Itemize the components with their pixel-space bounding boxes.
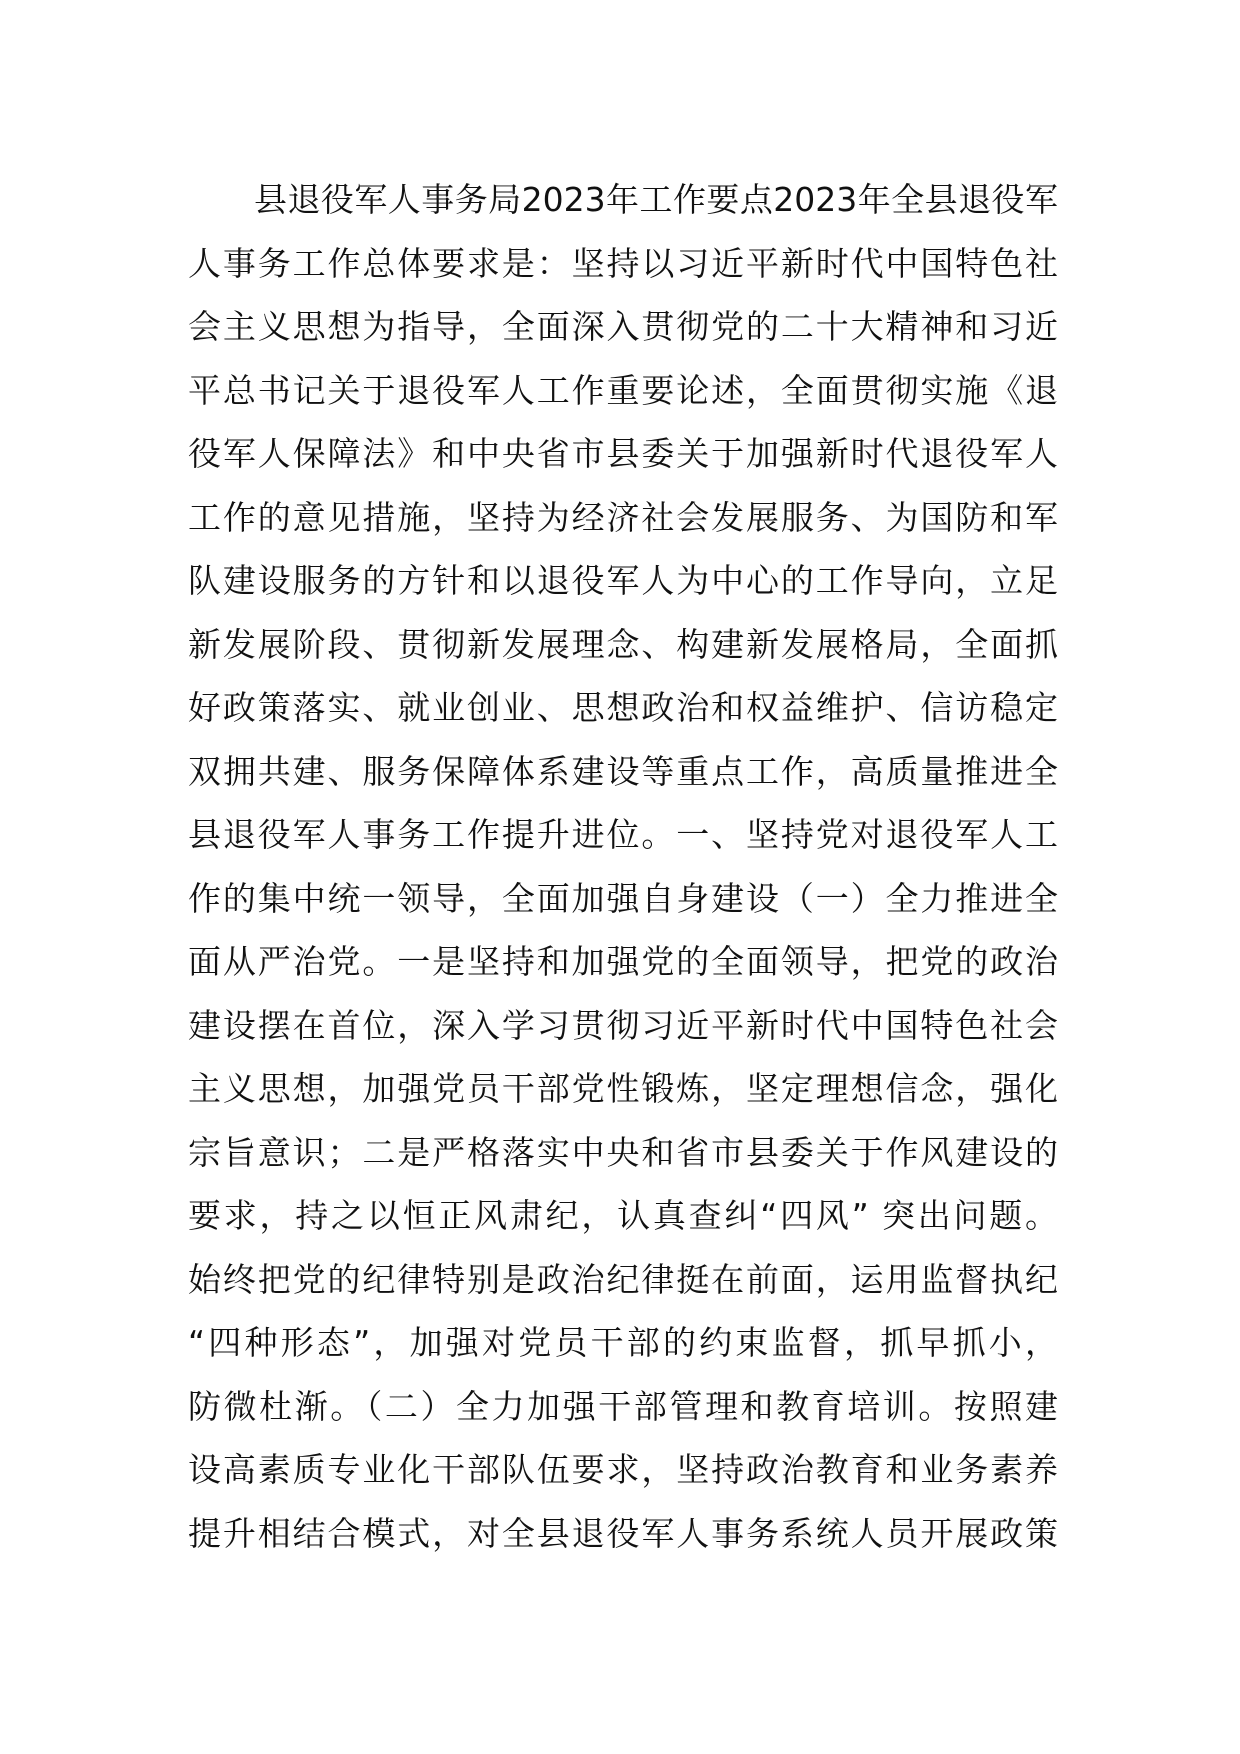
text-line: 好政策落实、就业创业、思想政治和权益维护、信访稳定 (188, 688, 1058, 727)
text-line: 要求，持之以恒正风肃纪，认真查纠“四风” 突出问题。 (188, 1196, 1058, 1235)
text-line: 平总书记关于退役军人工作重要论述，全面贯彻实施《退 (188, 370, 1058, 410)
text-line: 新发展阶段、贯彻新发展理念、构建新发展格局，全面抓 (188, 624, 1058, 664)
body-paragraph (188, 168, 1058, 1565)
text-line: 工作的意见措施，坚持为经济社会发展服务、为国防和军 (188, 497, 1058, 537)
text-line: 双拥共建、服务保障体系建设等重点工作，高质量推进全 (188, 751, 1058, 791)
text-line: 始终把党的纪律特别是政治纪律挺在前面，运用监督执纪 (188, 1259, 1058, 1299)
text-line: 防微杜渐。（二）全力加强干部管理和教育培训。按照建 (188, 1386, 1058, 1426)
text-line: 建设摆在首位，深入学习贯彻习近平新时代中国特色社会 (188, 1005, 1058, 1045)
text-line: 宗旨意识；二是严格落实中央和省市县委关于作风建设的 (188, 1132, 1058, 1172)
text-line: 设高素质专业化干部队伍要求，坚持政治教育和业务素养 (188, 1450, 1058, 1489)
text-line: 人事务工作总体要求是：坚持以习近平新时代中国特色社 (188, 243, 1058, 283)
text-line: 主义思想，加强党员干部党性锻炼，坚定理想信念，强化 (188, 1069, 1058, 1108)
text-line: 面从严治党。一是坚持和加强党的全面领导，把党的政治 (188, 942, 1058, 981)
text-line: 役军人保障法》和中央省市县委关于加强新时代退役军人 (188, 434, 1058, 473)
text-line: “四种形态”，加强对党员干部的约束监督，抓早抓小， (188, 1323, 1058, 1362)
text-line: 作的集中统一领导，全面加强自身建设（一）全力推进全 (188, 878, 1058, 918)
text-line: 会主义思想为指导，全面深入贯彻党的二十大精神和习近 (188, 307, 1058, 346)
text-line: 提升相结合模式，对全县退役军人事务系统人员开展政策 (188, 1513, 1058, 1553)
text-line: 县退役军人事务局2023年工作要点2023年全县退役军 (254, 180, 1058, 219)
text-line: 县退役军人事务工作提升进位。一、坚持党对退役军人工 (188, 815, 1058, 854)
text-line: 队建设服务的方针和以退役军人为中心的工作导向，立足 (188, 561, 1058, 600)
